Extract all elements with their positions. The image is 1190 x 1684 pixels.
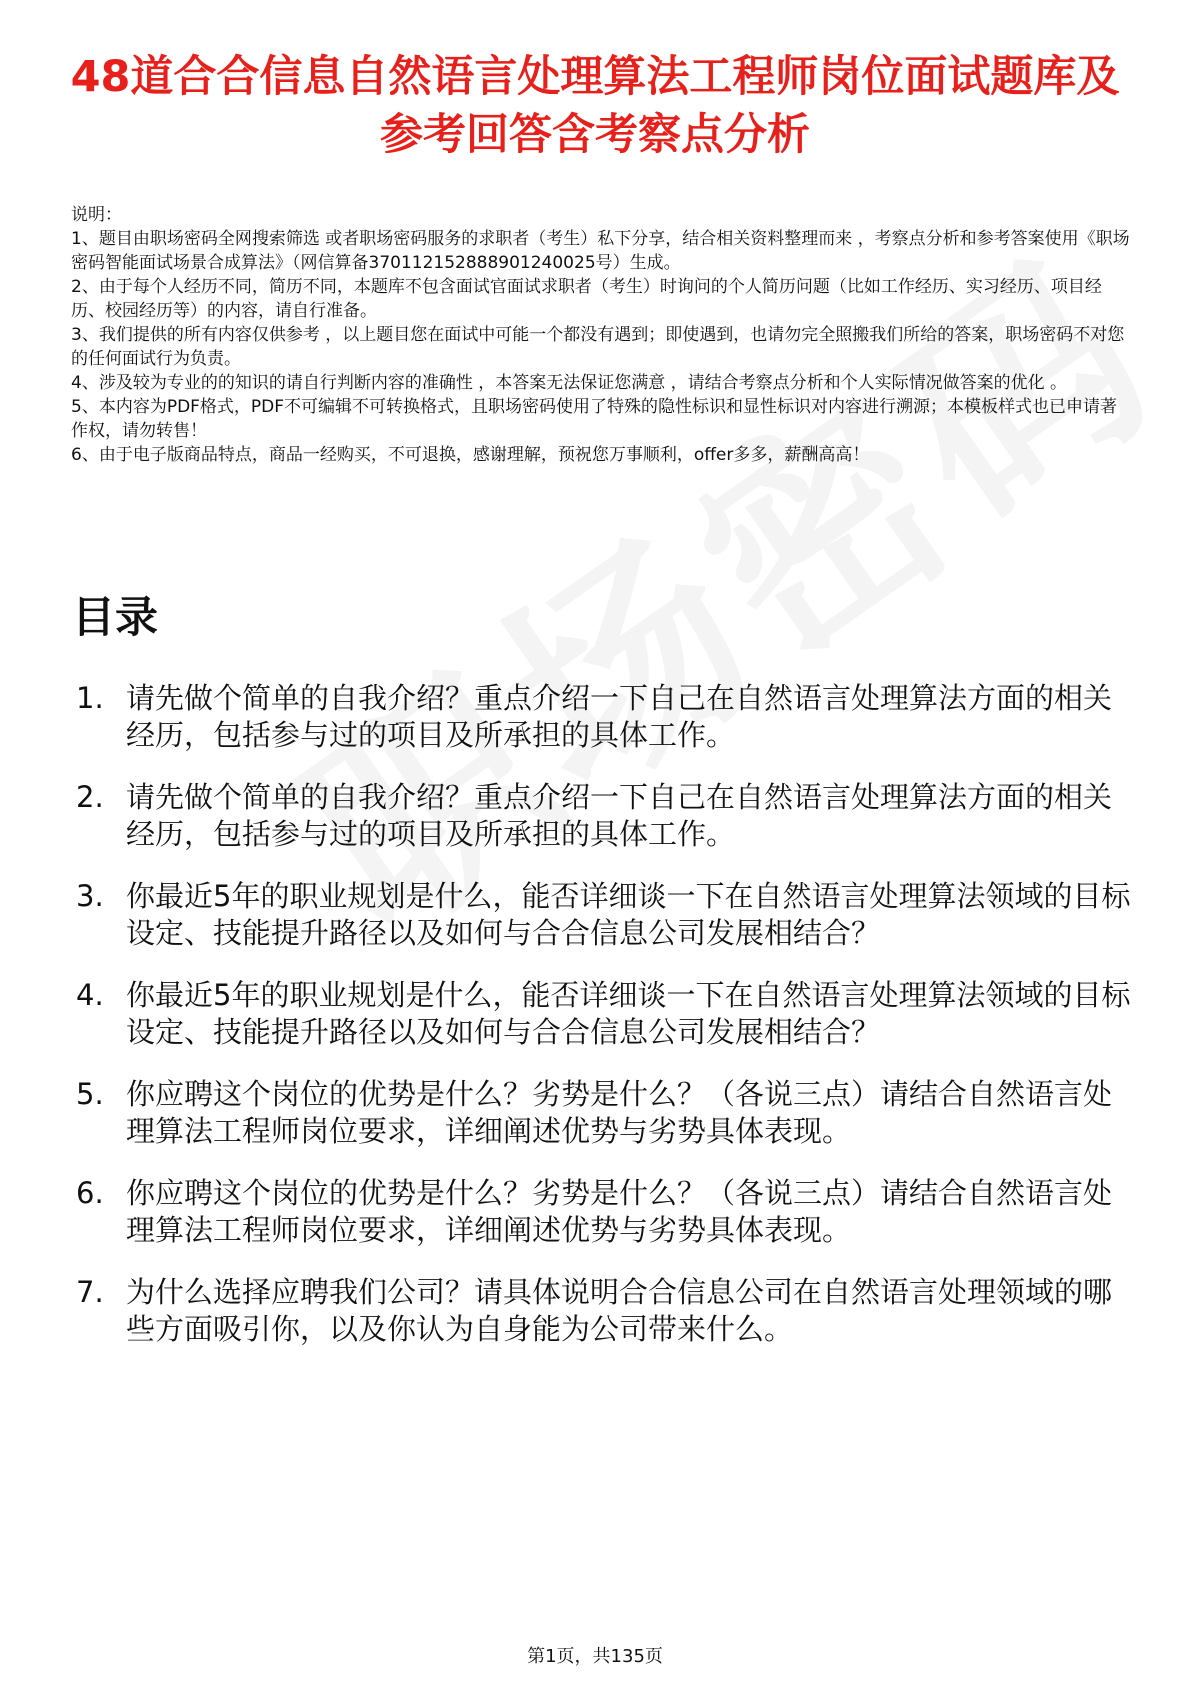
toc-item-number: 6. — [76, 1176, 104, 1210]
toc-item-text: 你最近5年的职业规划是什么，能否详细谈一下在自然语言处理算法领域的目标设定、技能提升路径以及如何与合合信息公司发展相结合？ — [126, 978, 1131, 1049]
toc-item-text: 为什么选择应聘我们公司？请具体说明合合信息公司在自然语言处理领域的哪些方面吸引你，以及你认为自身能为公司带来什么。 — [126, 1275, 1113, 1346]
toc-item-text: 你应聘这个岗位的优势是什么？劣势是什么？（各说三点）请结合自然语言处理算法工程师岗位要求，详细阐述优势与劣势具体表现。 — [126, 1077, 1113, 1148]
toc-item[interactable] — [76, 977, 1136, 1051]
toc-item-text: 请先做个简单的自我介绍？重点介绍一下自己在自然语言处理算法方面的相关经历，包括参与过的项目及所承担的具体工作。 — [126, 681, 1113, 752]
toc-item[interactable] — [76, 878, 1136, 952]
notes-section — [71, 203, 1131, 467]
toc-item-number: 4. — [76, 978, 104, 1012]
notes-heading: 说明： — [71, 205, 122, 225]
toc-item-number: 1. — [76, 681, 104, 715]
toc-item-number: 2. — [76, 780, 104, 814]
note-item: 6、由于电子版商品特点，商品一经购买，不可退换，感谢理解，预祝您万事顺利，offer多多，薪酬高高！ — [71, 445, 870, 465]
toc-item[interactable] — [76, 680, 1136, 754]
document-title: 48道合合信息自然语言处理算法工程师岗位面试题库及参考回答含考察点分析 — [70, 52, 1120, 160]
toc-item-text: 请先做个简单的自我介绍？重点介绍一下自己在自然语言处理算法方面的相关经历，包括参与过的项目及所承担的具体工作。 — [126, 780, 1113, 851]
toc-item-text: 你应聘这个岗位的优势是什么？劣势是什么？（各说三点）请结合自然语言处理算法工程师岗位要求，详细阐述优势与劣势具体表现。 — [126, 1176, 1113, 1247]
toc-item[interactable] — [76, 1076, 1136, 1150]
note-item: 4、涉及较为专业的的知识的请自行判断内容的准确性 ，本答案无法保证您满意 ，请结合考察点分析和个人实际情况做答案的优化 。 — [71, 373, 1068, 393]
toc-item-number: 7. — [76, 1275, 104, 1309]
toc-list — [76, 680, 1136, 1373]
note-item: 3、我们提供的所有内容仅供参考 ，以上题目您在面试中可能一个都没有遇到；即使遇到，也请勿完全照搬我们所给的答案，职场密码不对您的任何面试行为负责。 — [71, 325, 1125, 369]
note-item: 1、题目由职场密码全网搜索筛选 或者职场密码服务的求职者（考生）私下分享，结合相关资料整理而来 ，考察点分析和参考答案使用《职场密码智能面试场景合成算法》（网信算备370112152888901240025号）生成。 — [71, 229, 1130, 273]
toc-item[interactable] — [76, 1274, 1136, 1348]
toc-item-number: 3. — [76, 879, 104, 913]
toc-heading: 目录 — [72, 593, 158, 643]
toc-item[interactable] — [76, 1175, 1136, 1249]
note-item: 2、由于每个人经历不同，简历不同，本题库不包含面试官面试求职者（考生）时询问的个人简历问题（比如工作经历、实习经历、项目经历、校园经历等）的内容，请自行准备。 — [71, 277, 1102, 321]
toc-item[interactable] — [76, 779, 1136, 853]
page-number: 第1页，共135页 — [527, 1646, 663, 1667]
toc-item-number: 5. — [76, 1077, 104, 1111]
note-item: 5、本内容为PDF格式，PDF不可编辑不可转换格式，且职场密码使用了特殊的隐性标识和显性标识对内容进行溯源；本模板样式也已申请著作权，请勿转售！ — [71, 397, 1118, 441]
toc-item-text: 你最近5年的职业规划是什么，能否详细谈一下在自然语言处理算法领域的目标设定、技能提升路径以及如何与合合信息公司发展相结合？ — [126, 879, 1131, 950]
